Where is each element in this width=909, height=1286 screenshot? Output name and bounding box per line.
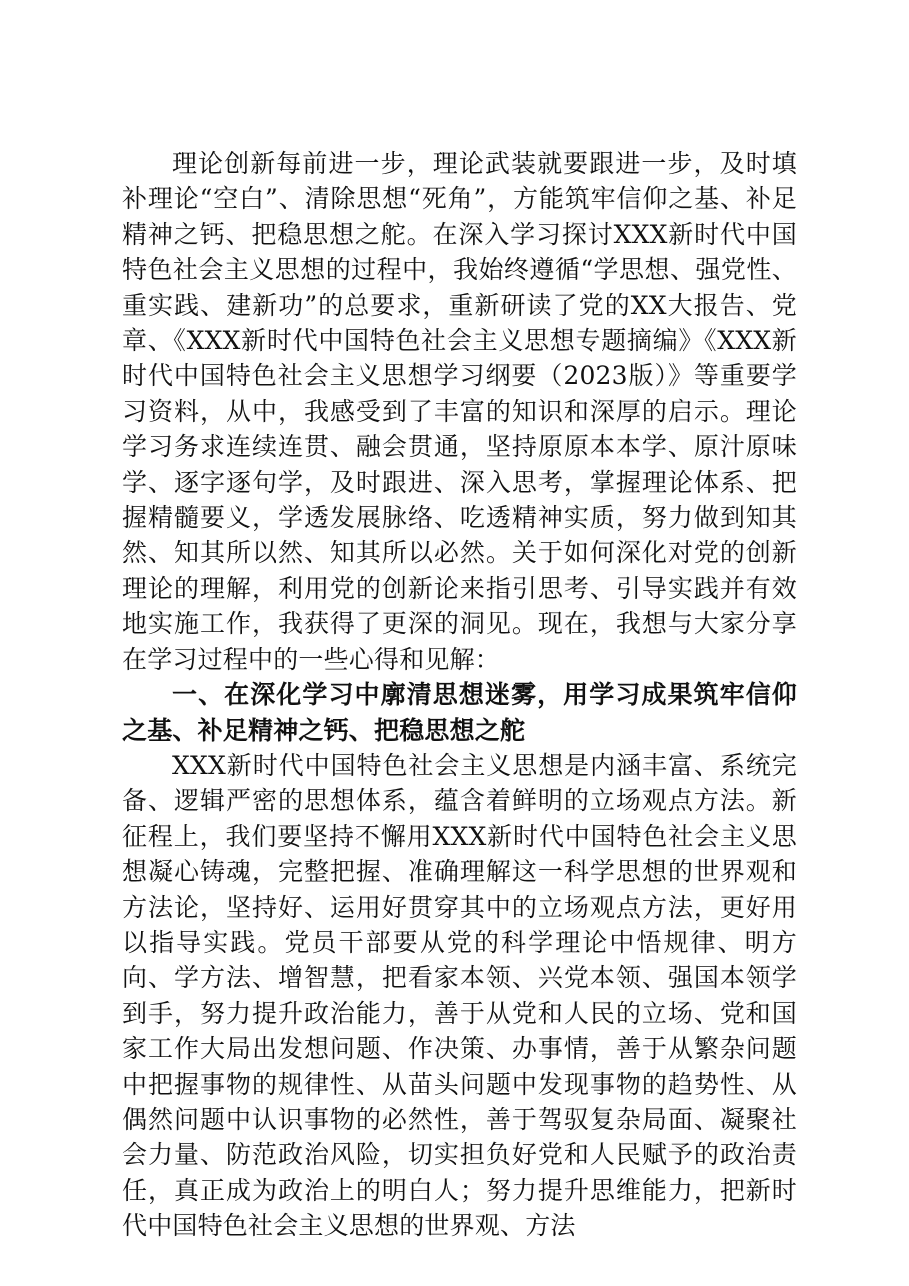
intro-paragraph: 理论创新每前进一步，理论武装就要跟进一步，及时填补理论“空白”、清除思想“死角”，方能筑牢信仰之基、补足精神之钙、把稳思想之舵。在深入学习探讨XXX新时代中国特色社会主义思想的过程中，我始终遵循“学思想、强党性、重实践、建新功”的总要求，重新研读了党的XX大报告、党章、《XXX新时代中国特色社会主义思想专题摘编》《XXX新时代中国特色社会主义思想学习纲要（2023版）》等重要学习资料，从中，我感受到了丰富的知识和深厚的启示。理论学习务求连续连贯、融会贯通，坚持原原本本学、原汁原味学、逐字逐句学，及时跟进、深入思考，掌握理论体系、把握精髓要义，学透发展脉络、吃透精神实质，努力做到知其然、知其所以然、知其所以必然。关于如何深化对党的创新理论的理解，利用党的创新论来指引思考、引导实践并有效地实施工作，我获得了更深的洞见。现在，我想与大家分享在学习过程中的一些心得和见解：: [122, 149, 797, 674]
section-heading-1: 一、在深化学习中廓清思想迷雾，用学习成果筑牢信仰之基、补足精神之钙、把稳思想之舵: [122, 680, 797, 745]
section-1-paragraph: XXX新时代中国特色社会主义思想是内涵丰富、系统完备、逻辑严密的思想体系，蕴含着鲜明的立场观点方法。新征程上，我们要坚持不懈用XXX新时代中国特色社会主义思想凝心铸魂，完整把握、准确理解这一科学思想的世界观和方法论，坚持好、运用好贯穿其中的立场观点方法，更好用以指导实践。党员干部要从党的科学理论中悟规律、明方向、学方法、增智慧，把看家本领、兴党本领、强国本领学到手，努力提升政治能力，善于从党和人民的立场、党和国家工作大局出发想问题、作决策、办事情，善于从繁杂问题中把握事物的规律性、从苗头问题中发现事物的趋势性、从偶然问题中认识事物的必然性，善于驾驭复杂局面、凝聚社会力量、防范政治风险，切实担负好党和人民赋予的政治责任，真正成为政治上的明白人；努力提升思维能力，把新时代中国特色社会主义思想的世界观、方法: [122, 750, 797, 1241]
document-page: [122, 146, 797, 1244]
